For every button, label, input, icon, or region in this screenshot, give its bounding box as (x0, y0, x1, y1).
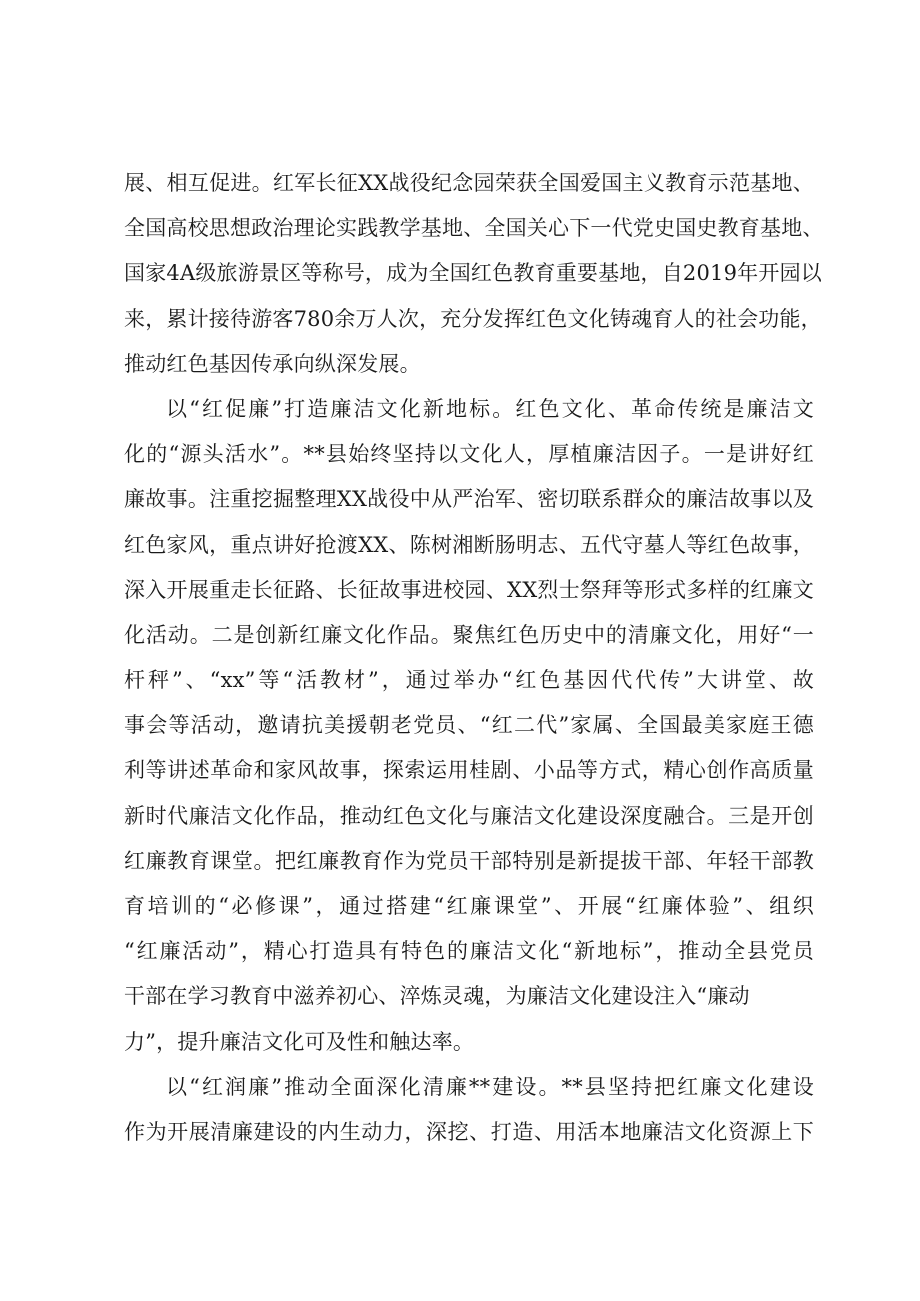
paragraph-3-line-1: 以“红润廉”推动全面深化清廉**建设。**县坚持把红廉文化建设 (166, 1074, 814, 1099)
paragraph-2-line-10: 新时代廉洁文化作品，推动红色文化与廉洁文化建设深度融合。三是开创 (124, 803, 814, 828)
paragraph-2-line-15: 力”，提升廉洁文化可及性和触达率。 (124, 1029, 475, 1054)
paragraph-1-line-4: 来，累计接待游客780余万人次，充分发挥红色文化铸魂育人的社会功能， (124, 306, 822, 331)
paragraph-1-line-5: 推动红色基因传承向纵深发展。 (124, 351, 421, 376)
body-text (124, 161, 824, 1155)
paragraph-2-line-14: 干部在学习教育中滋养初心、淬炼灵魂，为廉洁文化建设注入“廉动 (124, 984, 750, 1009)
paragraph-2-line-13: “红廉活动”，精心打造具有特色的廉洁文化“新地标”，推动全县党员 (124, 939, 814, 964)
paragraph-2-line-4: 红色家风，重点讲好抢渡XX、陈树湘断肠明志、五代守墓人等红色故事， (124, 532, 814, 557)
paragraph-2-line-3: 廉故事。注重挖掘整理XX战役中从严治军、密切联系群众的廉洁故事以及 (124, 487, 814, 512)
paragraph-1-line-2: 全国高校思想政治理论实践教学基地、全国关心下一代党史国史教育基地、 (124, 216, 824, 241)
paragraph-1-line-3: 国家4A级旅游景区等称号，成为全国红色教育重要基地，自2019年开园以 (124, 261, 822, 286)
paragraph-2-line-5: 深入开展重走长征路、长征故事进校园、XX烈士祭拜等形式多样的红廉文 (124, 577, 814, 602)
paragraph-2-line-11: 红廉教育课堂。把红廉教育作为党员干部特别是新提拔干部、年轻干部教 (124, 848, 814, 873)
paragraph-2-line-9: 利等讲述革命和家风故事，探索运用桂剧、小品等方式，精心创作高质量 (124, 758, 814, 783)
paragraph-2-line-8: 事会等活动，邀请抗美援朝老党员、“红二代”家属、全国最美家庭王德 (124, 713, 814, 738)
paragraph-2-line-7: 杆秤”、“xx”等“活教材”，通过举办“红色基因代代传”大讲堂、故 (124, 668, 814, 693)
paragraph-2-line-2: 化的“源头活水”。**县始终坚持以文化人，厚植廉洁因子。一是讲好红 (124, 442, 814, 467)
paragraph-3-line-2: 作为开展清廉建设的内生动力，深挖、打造、用活本地廉洁文化资源上下 (124, 1119, 814, 1144)
paragraph-2-line-12: 育培训的“必修课”，通过搭建“红廉课堂”、开展“红廉体验”、组织 (124, 894, 814, 918)
paragraph-2-line-6: 化活动。二是创新红廉文化作品。聚焦红色历史中的清廉文化，用好“一 (124, 622, 814, 647)
paragraph-1-line-1: 展、相互促进。红军长征XX战役纪念园荣获全国爱国主义教育示范基地、 (124, 171, 814, 195)
paragraph-2-line-1: 以“红促廉”打造廉洁文化新地标。红色文化、革命传统是廉洁文 (166, 396, 814, 421)
